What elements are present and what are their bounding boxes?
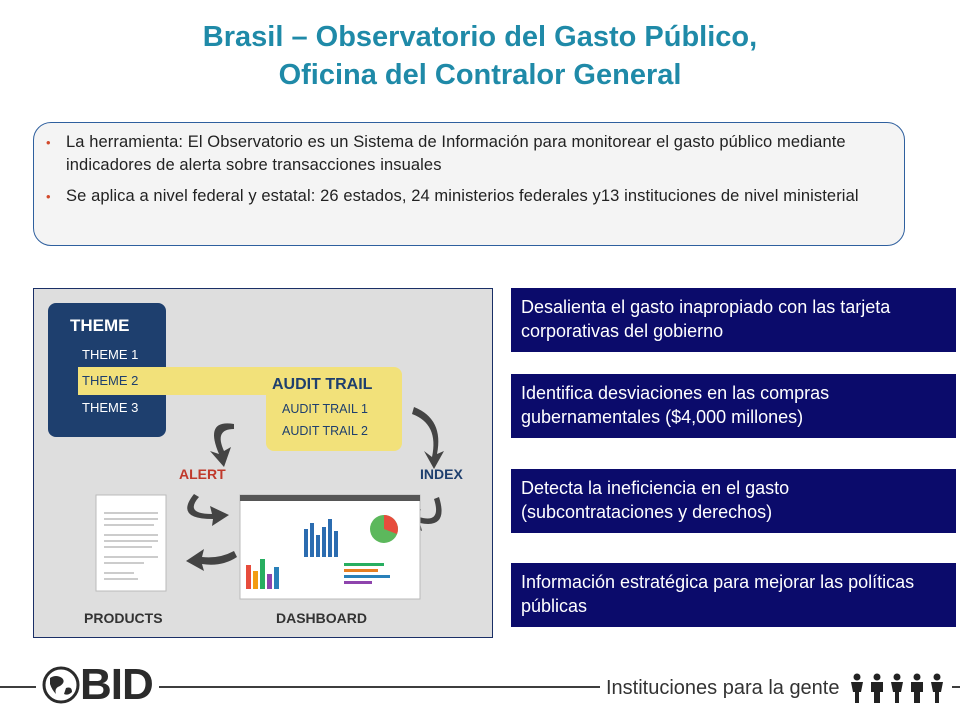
bullet-item: • La herramienta: El Observatorio es un Sistema de Información para monitorear el gasto público mediante indicadores de alerta sobre transacciones insuales [66, 131, 884, 177]
theme-item-1: THEME 1 [82, 347, 139, 362]
benefit-box-corporate-cards: Desalienta el gasto inapropiado con las tarjeta corporativas del gobierno [511, 288, 956, 352]
arrow-to-alert-icon [210, 423, 234, 467]
benefit-box-inefficiency: Detecta la ineficiencia en el gasto (subcontrataciones y derechos) [511, 469, 956, 533]
benefit-box-procurement: Identifica desviaciones en las compras gubernamentales ($4,000 millones) [511, 374, 956, 438]
dashboard-toolbar [240, 495, 420, 501]
summary-bullet-list [34, 123, 904, 208]
title-line-1: Brasil – Observatorio del Gasto Público, [202, 21, 758, 53]
summary-callout [33, 122, 905, 246]
theme-item-2: THEME 2 [82, 373, 139, 388]
person-icon [908, 673, 926, 703]
arrow-to-index-icon [412, 407, 444, 469]
audit-trail-item-2: AUDIT TRAIL 2 [282, 424, 368, 438]
person-icon [888, 673, 906, 703]
benefit-box-strategic-info: Información estratégica para mejorar las políticas públicas [511, 563, 956, 627]
diagram-graphic [34, 289, 493, 638]
globe-icon [42, 666, 80, 704]
slide-title [0, 18, 960, 94]
index-label: INDEX [420, 466, 463, 482]
bullet-item: • Se aplica a nivel federal y estatal: 26 estados, 24 ministerios federales y13 instituciones de nivel ministerial [66, 185, 884, 208]
footer-slogan: Instituciones para la gente [606, 676, 840, 699]
person-icon [868, 673, 886, 703]
footer-slogan-group [600, 668, 952, 708]
people-icons [848, 673, 946, 703]
arrow-to-products-icon [186, 549, 237, 571]
observatory-diagram [33, 288, 493, 638]
title-line-2: Oficina del Contralor General [278, 59, 682, 91]
audit-trail-title: AUDIT TRAIL [272, 376, 373, 393]
bid-logo [36, 662, 159, 708]
bid-logo-text: BID [80, 660, 153, 709]
audit-trail-item-1: AUDIT TRAIL 1 [282, 402, 368, 416]
product-document [96, 495, 166, 591]
person-icon [928, 673, 946, 703]
person-icon [848, 673, 866, 703]
alert-label: ALERT [179, 466, 226, 482]
products-label: PRODUCTS [84, 610, 163, 626]
dashboard-label: DASHBOARD [276, 610, 367, 626]
arrow-to-dashboard-icon [187, 494, 229, 526]
theme-item-3: THEME 3 [82, 400, 139, 415]
theme-title: THEME [70, 316, 130, 335]
